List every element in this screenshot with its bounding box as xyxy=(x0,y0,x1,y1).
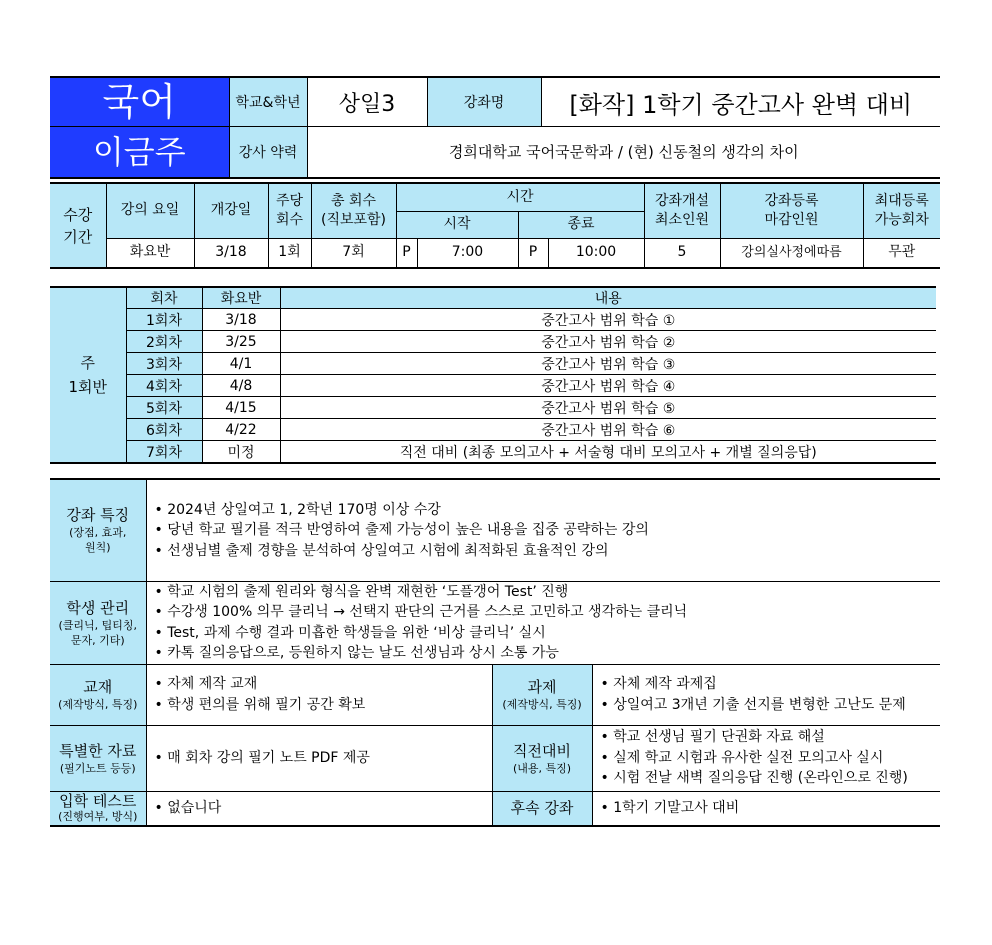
special-label-cell xyxy=(50,725,146,791)
school-grade-value: 상일3 xyxy=(307,77,427,127)
max-value: 무관 xyxy=(863,238,940,268)
date-cell: 4/22 xyxy=(202,419,280,441)
course-features-table xyxy=(50,478,940,827)
bio-label: 강사 약력 xyxy=(229,127,307,178)
table-row xyxy=(50,397,936,419)
date-cell: 미정 xyxy=(202,441,280,464)
content-cell: 중간고사 범위 학습 ⑥ xyxy=(280,419,936,441)
schedule-table xyxy=(50,182,940,269)
table-row xyxy=(50,441,936,464)
end-ampm: P xyxy=(518,238,548,268)
col-time-end: 종료 xyxy=(518,211,644,238)
list-item: • 매 회차 강의 필기 노트 PDF 제공 xyxy=(155,748,492,769)
content-cell: 중간고사 범위 학습 ③ xyxy=(280,353,936,375)
list-item: • 당년 학교 필기를 적극 반영하여 출제 가능성이 높은 내용을 집중 공략하는 강의 xyxy=(155,520,941,541)
table-row xyxy=(50,419,936,441)
weekly-label: 주 1회반 xyxy=(50,287,126,463)
feature-title: 강좌 특징 xyxy=(66,506,130,525)
date-cell: 3/18 xyxy=(202,309,280,331)
textbook-label-cell xyxy=(50,664,146,725)
school-grade-label: 학교&학년 xyxy=(229,77,307,127)
per-week-value: 1회 xyxy=(268,238,311,268)
special-sub: (필기노트 등등) xyxy=(59,761,136,775)
col-time: 시간 xyxy=(396,183,644,211)
homework-sub: (제작방식, 특징) xyxy=(502,698,582,711)
follow-up-label-cell xyxy=(492,791,592,826)
date-cell: 3/25 xyxy=(202,331,280,353)
list-item: • 선생님별 출제 경향을 분석하여 상일여고 시험에 최적화된 효율적인 강의 xyxy=(155,541,941,562)
col-weekday: 화요반 xyxy=(202,287,280,309)
care-label-cell xyxy=(50,581,146,664)
list-item: • 없습니다 xyxy=(155,798,492,819)
feature-sub: (장점, 효과, 원칙) xyxy=(69,526,127,555)
col-min: 강좌개설 최소인원 xyxy=(644,183,720,238)
list-item: • 실제 학교 시험과 유사한 실전 모의고사 실시 xyxy=(601,748,941,769)
entry-test-sub: (진행여부, 방식) xyxy=(58,810,138,824)
end-time: 10:00 xyxy=(548,238,644,268)
col-per-week: 주당 회수 xyxy=(268,183,311,238)
list-item: • 2024년 상일여고 1, 2학년 170명 이상 수강 xyxy=(155,500,941,521)
deadline-value: 강의실사정에따름 xyxy=(720,238,863,268)
session-cell: 2회차 xyxy=(126,331,202,353)
follow-up-title: 후속 강좌 xyxy=(510,799,574,818)
final-prep-title: 직전대비 xyxy=(513,741,571,760)
weekly-plan-table xyxy=(50,286,936,464)
course-name-value: [화작] 1학기 중간고사 완벽 대비 xyxy=(541,77,940,127)
start-ampm: P xyxy=(396,238,417,268)
day-value: 화요반 xyxy=(106,238,194,268)
final-prep-content xyxy=(592,725,940,791)
homework-content xyxy=(592,664,940,725)
list-item: • 자체 제작 교재 xyxy=(155,674,492,695)
final-prep-sub: (내용, 특징) xyxy=(512,761,572,775)
list-item: • 수강생 100% 의무 클리닉 → 선택지 판단의 근거를 스스로 고민하고 생각하는 클리닉 xyxy=(155,602,941,623)
list-item: • 학생 편의를 위해 필기 공간 확보 xyxy=(155,695,492,716)
col-session: 회차 xyxy=(126,287,202,309)
care-title: 학생 관리 xyxy=(66,598,130,617)
session-cell: 1회차 xyxy=(126,309,202,331)
entry-test-content xyxy=(146,791,492,826)
min-value: 5 xyxy=(644,238,720,268)
care-content xyxy=(146,581,940,664)
entry-test-title: 입학 테스트 xyxy=(59,792,137,811)
date-cell: 4/1 xyxy=(202,353,280,375)
course-header xyxy=(50,76,940,179)
table-row xyxy=(50,331,936,353)
period-label: 수강 기간 xyxy=(50,183,106,268)
list-item: • 학교 선생님 필기 단권화 자료 해설 xyxy=(601,727,941,748)
entry-test-label-cell xyxy=(50,791,146,826)
feature-label-cell xyxy=(50,479,146,581)
list-item: • Test, 과제 수행 결과 미흡한 학생들을 위한 ‘비상 클리닉’ 실시 xyxy=(155,623,941,644)
table-row xyxy=(50,309,936,331)
list-item: • 1학기 기말고사 대비 xyxy=(601,798,941,819)
start-date-value: 3/18 xyxy=(194,238,268,268)
teacher-name: 이금주 xyxy=(50,127,229,178)
content-cell: 직전 대비 (최종 모의고사 + 서술형 대비 모의고사 + 개별 질의응답) xyxy=(280,441,936,464)
table-row xyxy=(50,353,936,375)
session-cell: 6회차 xyxy=(126,419,202,441)
session-cell: 7회차 xyxy=(126,441,202,464)
course-name-label: 강좌명 xyxy=(427,77,541,127)
col-time-start: 시작 xyxy=(396,211,518,238)
bio-value: 경희대학교 국어국문학과 / (현) 신동철의 생각의 차이 xyxy=(307,127,940,178)
date-cell: 4/15 xyxy=(202,397,280,419)
special-content xyxy=(146,725,492,791)
textbook-title: 교재 xyxy=(83,678,113,696)
date-cell: 4/8 xyxy=(202,375,280,397)
col-start-date: 개강일 xyxy=(194,183,268,238)
session-cell: 4회차 xyxy=(126,375,202,397)
col-max: 최대등록 가능회차 xyxy=(863,183,940,238)
table-row xyxy=(50,375,936,397)
list-item: • 시험 전날 새벽 질의응답 진행 (온라인으로 진행) xyxy=(601,768,941,789)
content-cell: 중간고사 범위 학습 ⑤ xyxy=(280,397,936,419)
textbook-sub: (제작방식, 특징) xyxy=(58,698,138,711)
list-item: • 카톡 질의응답으로, 등원하지 않는 날도 선생님과 상시 소통 가능 xyxy=(155,643,941,664)
col-day: 강의 요일 xyxy=(106,183,194,238)
homework-title: 과제 xyxy=(527,678,557,696)
content-cell: 중간고사 범위 학습 ② xyxy=(280,331,936,353)
homework-label-cell xyxy=(492,664,592,725)
col-deadline: 강좌등록 마감인원 xyxy=(720,183,863,238)
care-sub: (클리닉, 팁티칭, 문자, 기타) xyxy=(58,618,138,647)
textbook-content xyxy=(146,664,492,725)
content-cell: 중간고사 범위 학습 ④ xyxy=(280,375,936,397)
final-prep-label-cell xyxy=(492,725,592,791)
session-cell: 3회차 xyxy=(126,353,202,375)
col-content: 내용 xyxy=(280,287,936,309)
list-item: • 자체 제작 과제집 xyxy=(601,674,941,695)
feature-content xyxy=(146,479,940,581)
content-cell: 중간고사 범위 학습 ① xyxy=(280,309,936,331)
subject-title: 국어 xyxy=(50,77,229,127)
session-cell: 5회차 xyxy=(126,397,202,419)
list-item: • 상일여고 3개년 기출 선지를 변형한 고난도 문제 xyxy=(601,695,941,716)
col-total: 총 회수 (직보포함) xyxy=(311,183,396,238)
start-time: 7:00 xyxy=(417,238,518,268)
list-item: • 학교 시험의 출제 원리와 형식을 완벽 재현한 ‘도플갱어 Test’ 진행 xyxy=(155,582,941,603)
follow-up-content xyxy=(592,791,940,826)
special-title: 특별한 자료 xyxy=(59,741,137,760)
total-value: 7회 xyxy=(311,238,396,268)
